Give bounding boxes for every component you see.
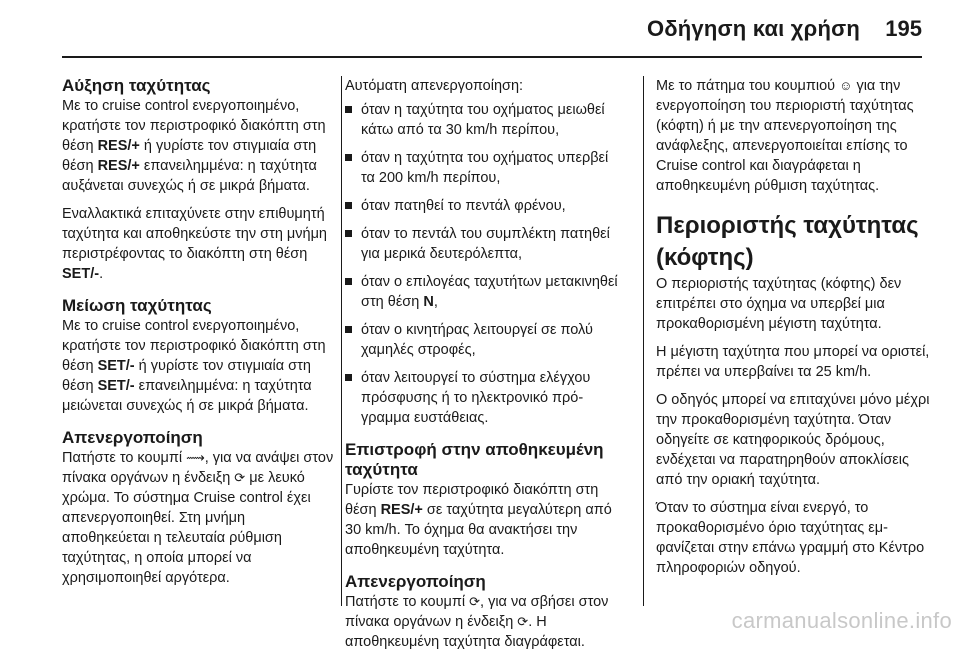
section-resume-speed	[345, 440, 625, 560]
text: .	[99, 266, 104, 282]
bullet	[345, 154, 352, 161]
list-item	[345, 368, 625, 428]
text: επανειλημμένα: η ταχύτητα αυξάνεται συνεχώς ή σε μικρά βήματα.	[62, 158, 317, 194]
section-deactivation-2	[345, 572, 625, 652]
section-heading: Απενεργοποίηση	[345, 572, 486, 591]
section-speed-increase	[62, 76, 334, 284]
paragraph	[345, 480, 625, 560]
paragraph: Η μέγιστη ταχύτητα που μπορεί να οριστεί, πρέπει να υπερβαίνει τα 25 km/h.	[656, 344, 930, 380]
text: Εναλλακτικά επιταχύνετε στην επιθυμητή ταχύτητα και αποθηκεύστε την στη μνήμη περιστρέφοντας το διακόπτη στη θέση	[62, 206, 327, 262]
paragraph	[62, 96, 334, 196]
text: Πατήστε το κουμπί	[345, 594, 470, 610]
text: Με το πάτημα του κουμπιού	[656, 78, 840, 94]
text: Γυρίστε τον περιστροφικό διακόπτη στη θέση	[345, 482, 599, 518]
switch-position: RES/+	[97, 138, 140, 154]
speed-limiter-button-icon: ☺	[839, 78, 853, 93]
paragraph: Ο οδηγός μπορεί να επιταχύνει μόνο μέχρι την προκαθορισμένη ταχύτητα. Όταν οδηγείτε σε κατηφορικούς δρόμους, ενδέχεται να παρατηρηθούν αποκλίσεις από την οριακή ταχύτητα.	[656, 392, 930, 488]
paragraph	[345, 592, 625, 652]
text: ή γυρίστε τον στιγμιαία στη θέση	[62, 138, 317, 174]
switch-position: RES/+	[97, 158, 140, 174]
switch-position: SET/-	[62, 266, 100, 282]
switch-position: SET/-	[97, 358, 135, 374]
list-item	[345, 224, 625, 264]
list-item	[345, 196, 625, 216]
bullet	[345, 202, 352, 209]
cruise-indicator-icon: ⟳	[517, 614, 529, 629]
bullet	[345, 278, 352, 285]
text: όταν πατηθεί το πεντάλ φρένου,	[361, 198, 566, 214]
section-speed-decrease	[62, 296, 334, 416]
cruise-button-icon: ⟳	[469, 594, 481, 609]
bullet	[345, 374, 352, 381]
text: , για να σβήσει στον πίνακα οργάνων η ένδειξη	[345, 594, 609, 630]
chapter-title: Οδήγηση και χρήση	[646, 16, 860, 41]
list-item	[345, 100, 625, 140]
section-title-speed-limiter: Περιοριστής ταχύτητας (κόφτης)	[656, 212, 919, 271]
section-heading: Απενεργοποίηση	[62, 428, 203, 447]
paragraph	[62, 316, 334, 416]
text: όταν λειτουργεί το σύστημα ελέγχου πρόσφυσης ή το ηλεκτρονικό πρόγραμμα ευστάθειας.	[361, 370, 591, 426]
switch-position: SET/-	[97, 378, 135, 394]
column-3	[656, 76, 934, 586]
gear-position: N	[423, 294, 434, 310]
list-item	[345, 320, 625, 360]
paragraph	[62, 448, 334, 588]
paragraph	[62, 204, 334, 284]
list-item	[345, 148, 625, 188]
text: για την ενεργοποίηση του περιοριστή ταχύτητας (κόφτη) ή με την απενεργοποίηση της ανάφλεξης, απενεργοποιείται επίσης το Cruise control και διαγράφεται η αποθηκευμένη ρύθμιση ταχύτητας.	[656, 78, 914, 194]
text: όταν η ταχύτητα του οχήματος μειωθεί κάτω από τα 30 km/h περίπου,	[361, 102, 605, 138]
column-divider	[643, 76, 644, 606]
cruise-indicator-icon: ⟳	[234, 470, 246, 485]
text: όταν η ταχύτητα του οχήματος υπερβεί τα 200 km/h περίπου,	[361, 150, 609, 186]
intro: Αυτόματη απενεργοποίηση:	[345, 78, 524, 94]
watermark: carmanualsonline.info	[731, 608, 952, 633]
text: , για να ανάψει στον πίνακα οργάνων η ένδειξη	[62, 450, 334, 486]
text: με λευκό χρώμα. Το σύστημα Cruise control έχει απενεργοποιηθεί. Στη μνήμη αποθηκεύεται η τελευταία ρύθμιση ταχύτητας, η οποία μπορεί να χρησιμοποιηθεί αργότερα.	[62, 470, 311, 586]
text: Με το cruise control ενεργοποιημένο, κρατήστε τον περιστροφικό διακόπτη στη θέση	[62, 98, 326, 154]
bullet	[345, 326, 352, 333]
header-rule	[62, 56, 922, 58]
section-heading: Μείωση ταχύτητας	[62, 296, 212, 315]
paragraph: Όταν το σύστημα είναι ενεργό, το προκαθορισμένο όριο ταχύτητας εμφανίζεται στην επάνω γραμμή στο Κέντρο πληροφοριών οδηγού.	[656, 500, 925, 576]
bullet	[345, 230, 352, 237]
section-heading: Αύξηση ταχύτητας	[62, 76, 211, 95]
column-divider	[341, 76, 342, 606]
column-2	[345, 76, 625, 664]
text: σε ταχύτητα μεγαλύτερη από 30 km/h. Το όχημα θα ανακτήσει την αποθηκευμένη ταχύτητα.	[345, 502, 612, 558]
page-number: 195	[885, 16, 922, 41]
text: όταν ο επιλογέας ταχυτήτων μετακινηθεί στη θέση	[361, 274, 618, 310]
paragraph: Ο περιοριστής ταχύτητας (κόφτης) δεν επιτρέπει στο όχημα να υπερβεί μια προκαθορισμένη μέγιστη ταχύτητα.	[656, 276, 902, 332]
section-heading: Επιστροφή στην αποθηκευμένη ταχύτητα	[345, 440, 604, 479]
text: όταν ο κινητήρας λειτουργεί σε πολύ χαμηλές στροφές,	[361, 322, 593, 358]
bullet	[345, 106, 352, 113]
text: Πατήστε το κουμπί	[62, 450, 187, 466]
text: Με το cruise control ενεργοποιημένο, κρατήστε τον περιστροφικό διακόπτη στη θέση	[62, 318, 326, 374]
text: . Η αποθηκευμένη ταχύτητα διαγράφεται.	[345, 614, 585, 650]
text: ή γυρίστε τον στιγμιαία στη θέση	[62, 358, 311, 394]
paragraph	[656, 76, 934, 196]
section-deactivation	[62, 428, 334, 588]
text: επανειλημμένα: η ταχύτητα μειώνεται συνεχώς ή σε μικρά βήματα.	[62, 378, 312, 414]
text: όταν το πεντάλ του συμπλέκτη πατηθεί για μερικά δευτερόλεπτα,	[361, 226, 610, 262]
list-item	[345, 272, 625, 312]
cruise-off-button-icon: ⟿	[186, 450, 205, 465]
column-1	[62, 76, 334, 600]
text: ,	[433, 294, 438, 310]
auto-deactivation-list	[345, 100, 625, 428]
switch-position: RES/+	[380, 502, 423, 518]
